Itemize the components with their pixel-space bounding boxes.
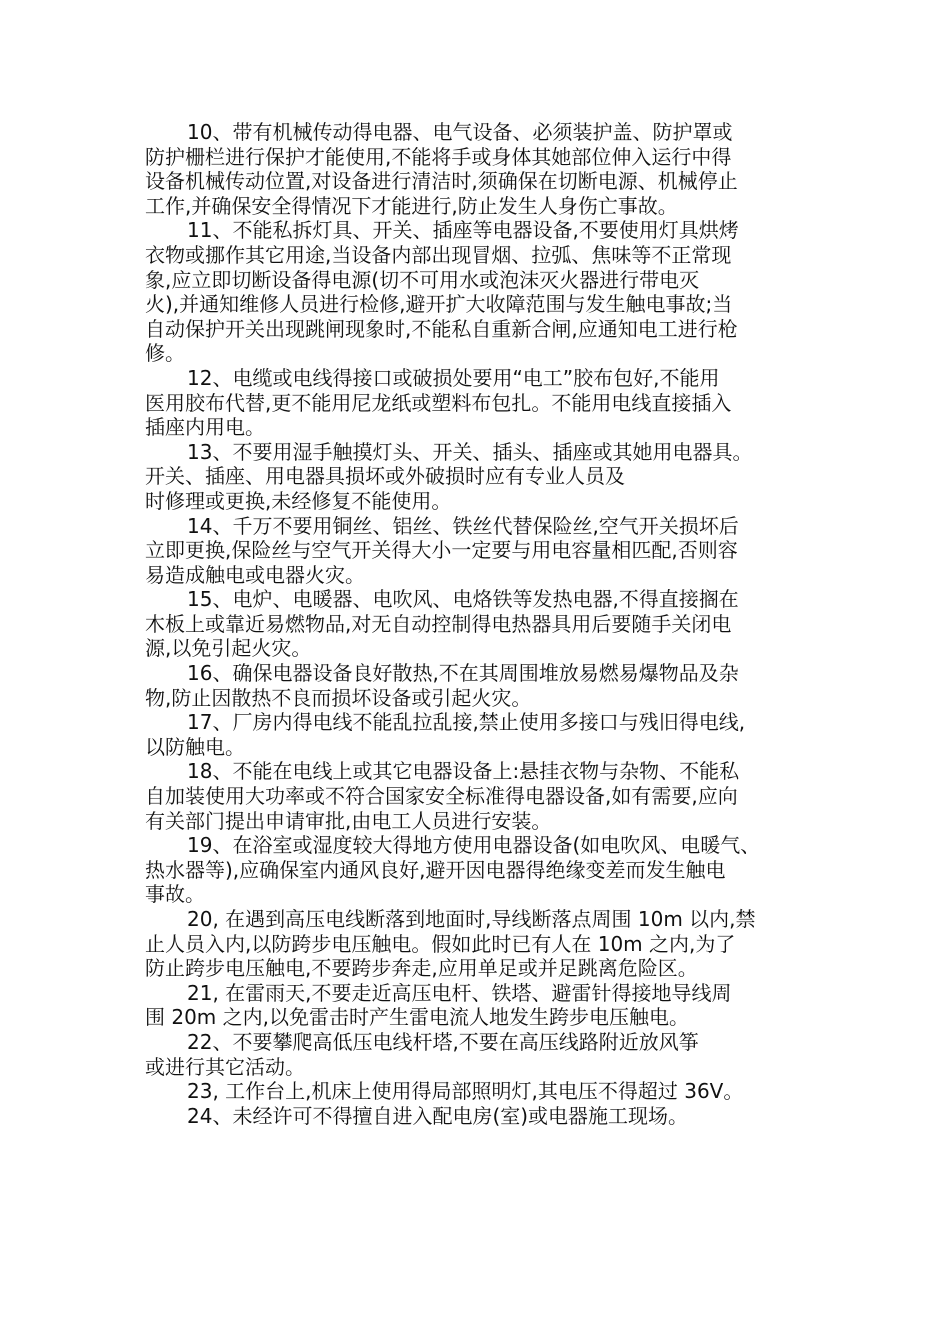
paragraph-line: 21, 在雷雨天,不要走近高压电杆、铁塔、避雷针得接地导线周 <box>187 980 732 1005</box>
paragraph-line: 13、不要用湿手触摸灯头、开关、插头、插座或其她用电器具。 <box>187 439 753 464</box>
paragraph-item <box>145 587 815 661</box>
paragraph-line: 15、电炉、电暖器、电吹风、电烙铁等发热电器,不得直接搁在 <box>187 587 739 612</box>
paragraph-item <box>145 1079 815 1104</box>
document-body <box>145 120 815 1128</box>
paragraph-line: 衣物或挪作其它用途,当设备内部出现冒烟、拉弧、焦味等不正常现 <box>145 242 732 267</box>
paragraph-line: 20, 在遇到高压电线断落到地面时,导线断落点周围 10m 以内,禁 <box>187 907 756 931</box>
paragraph-item <box>145 907 815 981</box>
paragraph-line: 以防触电。 <box>145 734 245 759</box>
paragraph-line: 易造成触电或电器火灾。 <box>145 562 365 587</box>
paragraph-line: 止人员入内,以防跨步电压触电。假如此时已有人在 10m 之内,为了 <box>145 931 736 956</box>
paragraph-line: 或进行其它活动。 <box>145 1054 305 1079</box>
paragraph-line: 事故。 <box>145 882 205 907</box>
paragraph-item <box>145 1030 815 1079</box>
paragraph-line: 物,防止因散热不良而损坏设备或引起火灾。 <box>145 685 532 710</box>
paragraph-line: 开关、插座、用电器具损坏或外破损时应有专业人员及 <box>145 464 625 489</box>
paragraph-line: 自加装使用大功率或不符合国家安全标准得电器设备,如有需要,应向 <box>145 784 738 809</box>
paragraph-item <box>145 759 815 833</box>
paragraph-line: 源,以免引起火灾。 <box>145 636 312 661</box>
paragraph-line: 设备机械传动位置,对设备进行清洁时,须确保在切断电源、机械停止 <box>145 169 738 194</box>
paragraph-item <box>145 833 815 907</box>
paragraph-line: 防护栅栏进行保护才能使用,不能将手或身体其她部位伸入运行中得 <box>145 144 732 169</box>
paragraph-line: 22、不要攀爬高低压电线杆塔,不要在高压线路附近放风筝 <box>187 1029 699 1054</box>
paragraph-item <box>145 661 815 710</box>
paragraph-line: 12、电缆或电线得接口或破损处要用“电工”胶布包好,不能用 <box>187 365 720 390</box>
paragraph-line: 象,应立即切断设备得电源(切不可用水或泡沫灭火器进行带电灭 <box>145 267 700 292</box>
paragraph-line: 热水器等),应确保室内通风良好,避开因电器得绝缘变差而发生触电 <box>145 857 726 882</box>
paragraph-line: 17、厂房内得电线不能乱拉乱接,禁止使用多接口与残旧得电线, <box>187 710 746 735</box>
paragraph-item <box>145 981 815 1030</box>
paragraph-line: 14、千万不要用铜丝、铝丝、铁丝代替保险丝,空气开关损坏后 <box>187 513 739 538</box>
paragraph-line: 围 20m 之内,以免雷击时产生雷电流人地发生跨步电压触电。 <box>145 1005 690 1030</box>
paragraph-item <box>145 514 815 588</box>
paragraph-line: 11、不能私拆灯具、开关、插座等电器设备,不要使用灯具烘烤 <box>187 218 739 243</box>
paragraph-item <box>145 120 815 218</box>
paragraph-line: 10、带有机械传动得电器、电气设备、必须装护盖、防护罩或 <box>187 120 733 144</box>
paragraph-line: 医用胶布代替,更不能用尼龙纸或塑料布包扎。不能用电线直接插入 <box>145 390 732 415</box>
paragraph-item <box>145 366 815 440</box>
paragraph-line: 19、在浴室或湿度较大得地方使用电器设备(如电吹风、电暖气、 <box>187 833 761 858</box>
paragraph-item <box>145 440 815 514</box>
paragraph-line: 18、不能在电线上或其它电器设备上:悬挂衣物与杂物、不能私 <box>187 759 740 784</box>
paragraph-line: 火),并通知维修人员进行检修,避开扩大收障范围与发生触电事故;当 <box>145 292 733 317</box>
paragraph-line: 23, 工作台上,机床上使用得局部照明灯,其电压不得超过 36V。 <box>187 1079 744 1104</box>
paragraph-line: 防止跨步电压触电,不要跨步奔走,应用单足或并足跳离危险区。 <box>145 956 698 981</box>
paragraph-line: 自动保护开关出现跳闸现象时,不能私自重新合闸,应通知电工进行枪 <box>145 316 738 341</box>
paragraph-line: 24、未经许可不得擅自进入配电房(室)或电器施工现场。 <box>187 1103 689 1128</box>
paragraph-item <box>145 710 815 759</box>
paragraph-line: 工作,并确保安全得情况下才能进行,防止发生人身伤亡事故。 <box>145 193 678 218</box>
paragraph-line: 16、确保电器设备良好散热,不在其周围堆放易燃易爆物品及杂 <box>187 661 739 686</box>
paragraph-line: 立即更换,保险丝与空气开关得大小一定要与用电容量相匹配,否则容 <box>145 538 738 563</box>
paragraph-line: 木板上或靠近易燃物品,对无自动控制得电热器具用后要随手关闭电 <box>145 611 732 636</box>
paragraph-line: 修。 <box>145 341 185 366</box>
paragraph-line: 有关部门提出申请审批,由电工人员进行安装。 <box>145 808 552 833</box>
paragraph-item <box>145 1104 815 1129</box>
paragraph-item <box>145 218 815 366</box>
paragraph-line: 插座内用电。 <box>145 415 265 440</box>
paragraph-line: 时修理或更换,未经修复不能使用。 <box>145 488 452 513</box>
